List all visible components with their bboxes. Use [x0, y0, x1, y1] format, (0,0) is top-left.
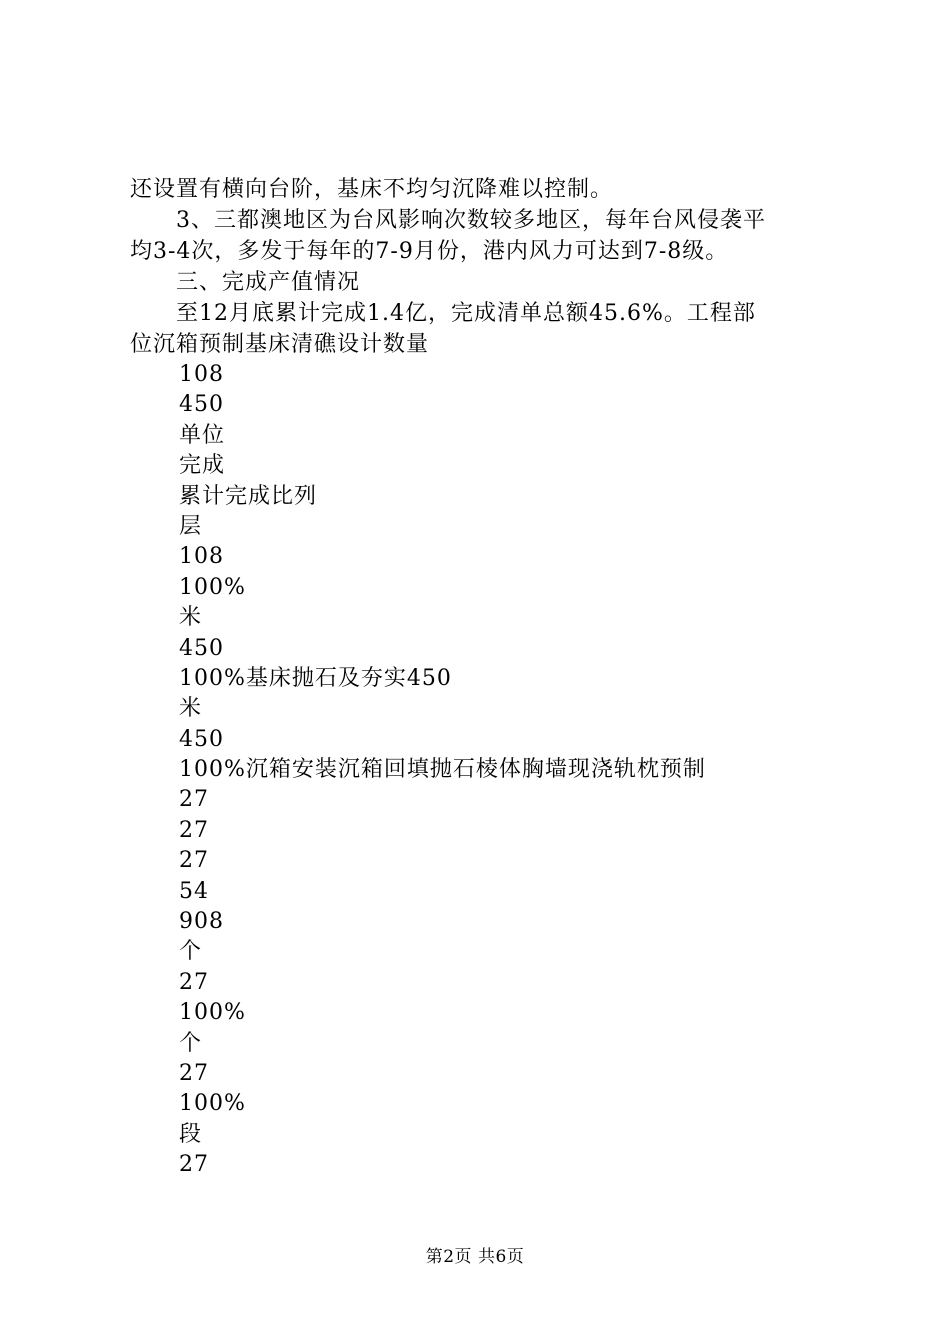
- paragraph-line-6: 位沉箱预制基床清礁设计数量: [130, 332, 430, 357]
- list-item: 108: [179, 544, 224, 570]
- list-item: 累计完成比列: [179, 483, 318, 509]
- list-item: 100%: [179, 574, 246, 600]
- paragraph-line-2: 3、三都澳地区为台风影响次数较多地区，每年台风侵袭平: [130, 208, 766, 233]
- table-values-list: [179, 360, 706, 1181]
- list-item: 54: [179, 878, 209, 904]
- list-item: 27: [179, 817, 209, 843]
- list-item: 27: [179, 1152, 209, 1178]
- list-item: 27: [179, 1060, 209, 1086]
- list-item: 908: [179, 909, 224, 935]
- paragraph-line-5: 至12月底累计完成1.4亿，完成清单总额45.6%。工程部: [130, 301, 756, 326]
- section-heading: 三、完成产值情况: [130, 270, 361, 295]
- list-item: 450: [179, 635, 224, 661]
- list-item: 27: [179, 969, 209, 995]
- list-item: 个: [179, 939, 203, 965]
- list-item: 450: [179, 726, 224, 752]
- list-item: 108: [179, 362, 224, 387]
- list-item: 100%基床抛石及夯实450: [179, 665, 452, 691]
- paragraph-line-3: 均3-4次，多发于每年的7-9月份，港内风力可达到7-8级。: [130, 239, 729, 264]
- list-item: 100%: [179, 1091, 246, 1117]
- list-item: 米: [179, 696, 203, 722]
- list-item: 单位: [179, 422, 226, 448]
- list-item: 27: [179, 787, 209, 813]
- list-item: 27: [179, 848, 209, 874]
- list-item: 100%: [179, 1000, 246, 1026]
- list-item: 层: [179, 513, 203, 539]
- list-item: 段: [179, 1121, 203, 1147]
- list-item: 个: [179, 1030, 203, 1056]
- list-item: 完成: [179, 453, 226, 479]
- page-footer: 第2页 共6页: [425, 1247, 525, 1267]
- list-item: 450: [179, 392, 224, 418]
- list-item: 100%沉箱安装沉箱回填抛石棱体胸墙现浇轨枕预制: [179, 757, 706, 783]
- paragraph-line-1: 还设置有横向台阶，基床不均匀沉降难以控制。: [130, 177, 614, 202]
- list-item: 米: [179, 605, 203, 631]
